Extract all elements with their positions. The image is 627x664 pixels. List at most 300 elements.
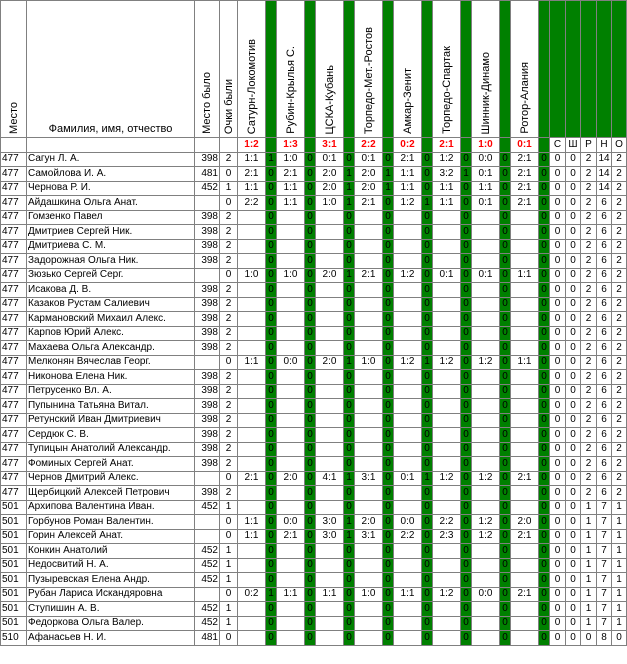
row-prediction-points: 0	[539, 196, 550, 211]
row-prediction	[355, 399, 383, 414]
row-name: Недосвитий Н. А.	[27, 558, 195, 573]
row-stat-3: 6	[597, 225, 612, 240]
row-prediction: 2:1	[511, 181, 539, 196]
row-prediction	[394, 631, 422, 646]
row-prediction	[238, 210, 266, 225]
row-prediction	[511, 254, 539, 269]
row-name: Дмитриева С. М.	[27, 239, 195, 254]
table-row	[1, 587, 627, 602]
row-name: Зюзько Сергей Серг.	[27, 268, 195, 283]
row-prediction-points: 0	[422, 602, 433, 617]
row-prediction: 2:1	[277, 529, 305, 544]
row-stat-1: 0	[566, 529, 581, 544]
row-prediction-points: 0	[500, 167, 511, 182]
row-prediction-points: 0	[539, 442, 550, 457]
row-prediction	[394, 544, 422, 559]
table-row	[1, 515, 627, 530]
row-prediction	[511, 399, 539, 414]
row-prediction: 1:2	[433, 152, 461, 167]
row-stat-4: 2	[612, 457, 627, 472]
row-prediction-points: 0	[266, 442, 277, 457]
row-place-was: 452	[195, 544, 220, 559]
row-prediction-points: 0	[539, 370, 550, 385]
row-stat-0: 0	[550, 341, 566, 356]
row-points-were: 2	[220, 283, 238, 298]
row-points-were: 2	[220, 428, 238, 443]
row-prediction: 1:2	[433, 587, 461, 602]
row-name: Сердюк С. В.	[27, 428, 195, 443]
row-prediction	[355, 254, 383, 269]
row-prediction	[394, 616, 422, 631]
row-points-were: 1	[220, 500, 238, 515]
row-place: 477	[1, 312, 27, 327]
row-prediction-points: 0	[539, 355, 550, 370]
row-prediction-points: 0	[461, 196, 472, 211]
row-prediction: 3:0	[316, 515, 344, 530]
row-prediction	[238, 602, 266, 617]
row-prediction: 1:1	[394, 587, 422, 602]
row-prediction	[238, 558, 266, 573]
row-prediction	[511, 602, 539, 617]
results-row	[1, 138, 627, 153]
row-prediction-points: 0	[422, 254, 433, 269]
row-prediction	[394, 413, 422, 428]
row-place-was: 452	[195, 181, 220, 196]
table-row	[1, 239, 627, 254]
row-prediction	[511, 428, 539, 443]
row-points-were: 1	[220, 616, 238, 631]
row-prediction	[472, 558, 500, 573]
row-prediction	[472, 573, 500, 588]
row-prediction	[355, 297, 383, 312]
row-prediction-points: 0	[461, 602, 472, 617]
row-prediction-points: 0	[266, 254, 277, 269]
row-stat-4: 2	[612, 399, 627, 414]
row-name: Горин Алексей Анат.	[27, 529, 195, 544]
match-header-7	[511, 1, 539, 138]
row-stat-4: 2	[612, 283, 627, 298]
row-prediction	[316, 413, 344, 428]
row-name: Карпов Юрий Алекс.	[27, 326, 195, 341]
row-prediction	[277, 486, 305, 501]
row-stat-2: 2	[581, 181, 597, 196]
row-place-was: 398	[195, 428, 220, 443]
row-prediction: 3:1	[355, 471, 383, 486]
row-prediction: 1:2	[394, 196, 422, 211]
row-prediction-points: 0	[461, 587, 472, 602]
row-points-were: 1	[220, 181, 238, 196]
row-stat-3: 6	[597, 442, 612, 457]
row-prediction	[433, 558, 461, 573]
row-prediction	[277, 326, 305, 341]
row-prediction: 0:1	[472, 196, 500, 211]
results-blank-name	[27, 138, 195, 153]
table-row	[1, 413, 627, 428]
row-prediction-points: 1	[344, 167, 355, 182]
row-prediction-points: 0	[266, 573, 277, 588]
row-prediction-points: 1	[344, 515, 355, 530]
table-row	[1, 544, 627, 559]
row-prediction-points: 0	[383, 616, 394, 631]
row-stat-3: 7	[597, 587, 612, 602]
row-prediction-points: 0	[500, 587, 511, 602]
row-prediction-points: 0	[461, 283, 472, 298]
row-place: 477	[1, 413, 27, 428]
row-prediction-points: 0	[500, 573, 511, 588]
row-stat-3: 7	[597, 544, 612, 559]
row-place: 477	[1, 370, 27, 385]
row-prediction-points: 0	[305, 486, 316, 501]
row-prediction	[355, 326, 383, 341]
row-prediction-points: 0	[500, 413, 511, 428]
row-prediction	[316, 428, 344, 443]
row-prediction-points: 0	[539, 631, 550, 646]
row-stat-2: 2	[581, 283, 597, 298]
row-name: Махаева Ольга Александр.	[27, 341, 195, 356]
row-stat-1: 0	[566, 239, 581, 254]
row-stat-3: 6	[597, 196, 612, 211]
row-prediction-points: 0	[305, 254, 316, 269]
row-prediction	[277, 312, 305, 327]
row-prediction-points: 0	[383, 399, 394, 414]
row-points-were: 0	[220, 167, 238, 182]
row-prediction: 1:1	[316, 587, 344, 602]
row-prediction-points: 1	[344, 355, 355, 370]
row-prediction	[433, 399, 461, 414]
row-prediction: 0:1	[472, 167, 500, 182]
row-stat-0: 0	[550, 370, 566, 385]
row-name: Гомзенко Павел	[27, 210, 195, 225]
row-prediction	[355, 210, 383, 225]
row-prediction-points: 0	[500, 457, 511, 472]
row-stat-2: 2	[581, 268, 597, 283]
row-points-were: 2	[220, 239, 238, 254]
row-prediction	[277, 210, 305, 225]
row-prediction-points: 0	[500, 297, 511, 312]
row-prediction-points: 0	[344, 210, 355, 225]
row-prediction-points: 0	[266, 515, 277, 530]
row-place-was: 398	[195, 486, 220, 501]
row-name: Кармановский Михаил Алекс.	[27, 312, 195, 327]
row-stat-0: 0	[550, 486, 566, 501]
row-prediction	[433, 210, 461, 225]
row-prediction	[277, 500, 305, 515]
row-prediction	[511, 384, 539, 399]
row-prediction: 2:2	[238, 196, 266, 211]
row-prediction-points: 0	[461, 210, 472, 225]
row-stat-0: 0	[550, 457, 566, 472]
row-stat-1: 0	[566, 225, 581, 240]
row-prediction	[472, 399, 500, 414]
match-gap-header-6	[500, 1, 511, 138]
row-prediction-points: 0	[461, 558, 472, 573]
row-prediction-points: 0	[539, 210, 550, 225]
row-stat-1: 0	[566, 602, 581, 617]
row-prediction-points: 0	[305, 196, 316, 211]
row-prediction-points: 0	[344, 399, 355, 414]
row-place-was: 398	[195, 283, 220, 298]
row-prediction: 1:2	[472, 355, 500, 370]
table-row	[1, 399, 627, 414]
row-stat-0: 0	[550, 283, 566, 298]
row-prediction-points: 0	[383, 326, 394, 341]
row-stat-2: 2	[581, 471, 597, 486]
row-stat-2: 1	[581, 573, 597, 588]
row-place-was	[195, 515, 220, 530]
row-prediction	[277, 558, 305, 573]
row-prediction: 1:1	[511, 355, 539, 370]
row-stat-1: 0	[566, 428, 581, 443]
row-stat-2: 2	[581, 196, 597, 211]
row-prediction	[433, 544, 461, 559]
row-place-was: 481	[195, 631, 220, 646]
row-prediction	[433, 341, 461, 356]
row-prediction-points: 0	[344, 602, 355, 617]
row-prediction-points: 0	[383, 239, 394, 254]
row-prediction	[277, 457, 305, 472]
result-gap-4	[422, 138, 433, 153]
row-prediction	[472, 370, 500, 385]
row-prediction: 0:0	[472, 152, 500, 167]
row-prediction	[472, 297, 500, 312]
row-prediction-points: 0	[461, 457, 472, 472]
row-place: 477	[1, 239, 27, 254]
row-points-were: 2	[220, 152, 238, 167]
row-prediction-points: 0	[266, 341, 277, 356]
row-prediction	[277, 442, 305, 457]
row-prediction	[316, 254, 344, 269]
row-prediction-points: 0	[539, 602, 550, 617]
row-prediction: 0:0	[277, 515, 305, 530]
row-prediction-points: 1	[422, 355, 433, 370]
row-prediction-points: 0	[383, 428, 394, 443]
row-prediction: 2:0	[316, 181, 344, 196]
match-gap-header-7	[539, 1, 550, 138]
row-prediction: 3:2	[433, 167, 461, 182]
match-header-6-label: Шинник-Динамо	[479, 51, 492, 134]
row-stat-1: 0	[566, 167, 581, 182]
row-stat-2: 2	[581, 442, 597, 457]
row-prediction-points: 1	[383, 167, 394, 182]
row-prediction-points: 0	[344, 558, 355, 573]
row-prediction	[277, 225, 305, 240]
row-points-were: 0	[220, 268, 238, 283]
table-row	[1, 297, 627, 312]
row-prediction	[277, 297, 305, 312]
row-prediction-points: 0	[422, 370, 433, 385]
row-prediction	[433, 457, 461, 472]
row-place-was: 398	[195, 413, 220, 428]
row-prediction	[472, 326, 500, 341]
row-stat-3: 7	[597, 500, 612, 515]
row-prediction	[316, 616, 344, 631]
row-place: 501	[1, 500, 27, 515]
row-place-was: 398	[195, 152, 220, 167]
row-stat-0: 0	[550, 297, 566, 312]
row-prediction-points: 0	[344, 500, 355, 515]
row-prediction-points: 1	[344, 529, 355, 544]
row-prediction	[511, 225, 539, 240]
row-stat-4: 2	[612, 210, 627, 225]
row-prediction-points: 0	[383, 225, 394, 240]
row-stat-0: 0	[550, 471, 566, 486]
row-prediction-points: 0	[344, 283, 355, 298]
match-header-0-label: Сатурн-Локомотив	[245, 38, 258, 134]
row-prediction-points: 0	[344, 384, 355, 399]
row-stat-2: 2	[581, 370, 597, 385]
row-prediction: 1:0	[238, 268, 266, 283]
row-prediction	[277, 544, 305, 559]
row-prediction	[316, 239, 344, 254]
row-prediction: 2:2	[433, 515, 461, 530]
table-row	[1, 254, 627, 269]
row-place: 477	[1, 355, 27, 370]
table-row	[1, 355, 627, 370]
row-stat-1: 0	[566, 312, 581, 327]
stat-header-blank-4	[612, 1, 627, 138]
row-place: 501	[1, 616, 27, 631]
row-prediction-points: 0	[539, 399, 550, 414]
row-prediction-points: 0	[344, 254, 355, 269]
row-points-were: 2	[220, 341, 238, 356]
results-blank-was	[195, 138, 220, 153]
row-place: 477	[1, 254, 27, 269]
row-name: Дмитриев Сергей Ник.	[27, 225, 195, 240]
row-name: Чернов Дмитрий Алекс.	[27, 471, 195, 486]
match-gap-header-4	[422, 1, 433, 138]
row-stat-2: 2	[581, 413, 597, 428]
row-prediction-points: 0	[266, 457, 277, 472]
row-stat-3: 7	[597, 616, 612, 631]
row-prediction-points: 0	[266, 631, 277, 646]
row-prediction-points: 0	[539, 384, 550, 399]
row-prediction-points: 0	[539, 587, 550, 602]
row-stat-0: 0	[550, 196, 566, 211]
row-place: 477	[1, 442, 27, 457]
row-prediction-points: 0	[266, 384, 277, 399]
row-prediction	[277, 631, 305, 646]
table-row	[1, 181, 627, 196]
row-stat-0: 0	[550, 326, 566, 341]
row-stat-1: 0	[566, 500, 581, 515]
row-stat-2: 1	[581, 602, 597, 617]
place-header	[1, 1, 27, 138]
row-prediction-points: 0	[305, 413, 316, 428]
table-row	[1, 283, 627, 298]
row-place: 510	[1, 631, 27, 646]
row-prediction: 1:2	[472, 515, 500, 530]
row-stat-3: 6	[597, 471, 612, 486]
table-row	[1, 268, 627, 283]
row-prediction-points: 0	[539, 544, 550, 559]
results-blank-place	[1, 138, 27, 153]
row-prediction-points: 0	[344, 225, 355, 240]
row-prediction	[316, 442, 344, 457]
row-stat-2: 2	[581, 297, 597, 312]
row-prediction	[472, 631, 500, 646]
row-prediction	[355, 573, 383, 588]
row-prediction	[394, 602, 422, 617]
row-prediction-points: 0	[344, 631, 355, 646]
row-place: 477	[1, 225, 27, 240]
table-row	[1, 616, 627, 631]
row-name: Пузыревская Елена Андр.	[27, 573, 195, 588]
row-prediction: 3:1	[355, 529, 383, 544]
row-points-were: 0	[220, 529, 238, 544]
row-prediction-points: 0	[305, 268, 316, 283]
match-header-1-label: Рубин-Крылья С.	[284, 46, 297, 134]
row-prediction-points: 0	[422, 181, 433, 196]
row-prediction-points: 0	[305, 471, 316, 486]
row-prediction-points: 0	[383, 500, 394, 515]
row-prediction-points: 0	[305, 225, 316, 240]
row-prediction-points: 0	[344, 573, 355, 588]
row-prediction	[394, 326, 422, 341]
row-prediction	[316, 558, 344, 573]
row-prediction-points: 0	[383, 486, 394, 501]
row-stat-2: 2	[581, 399, 597, 414]
row-prediction-points: 0	[539, 428, 550, 443]
row-stat-0: 0	[550, 631, 566, 646]
row-prediction: 2:0	[355, 167, 383, 182]
row-stat-2: 2	[581, 225, 597, 240]
row-prediction-points: 0	[266, 486, 277, 501]
row-stat-3: 14	[597, 167, 612, 182]
row-name: Мелконян Вячеслав Георг.	[27, 355, 195, 370]
row-stat-4: 2	[612, 486, 627, 501]
row-prediction	[511, 326, 539, 341]
name-header: Фамилия, имя, отчество	[27, 1, 195, 138]
row-stat-4: 2	[612, 297, 627, 312]
row-prediction-points: 0	[383, 355, 394, 370]
row-stat-3: 7	[597, 529, 612, 544]
table-row	[1, 312, 627, 327]
row-prediction: 1:2	[433, 471, 461, 486]
row-place-was: 398	[195, 384, 220, 399]
row-prediction-points: 0	[500, 486, 511, 501]
row-prediction-points: 0	[539, 297, 550, 312]
result-gap-5	[461, 138, 472, 153]
row-stat-1: 0	[566, 616, 581, 631]
row-place-was: 452	[195, 500, 220, 515]
row-stat-2: 2	[581, 341, 597, 356]
row-stat-0: 0	[550, 225, 566, 240]
row-stat-1: 0	[566, 196, 581, 211]
row-stat-0: 0	[550, 602, 566, 617]
row-prediction-points: 0	[383, 370, 394, 385]
row-stat-2: 2	[581, 167, 597, 182]
row-points-were: 1	[220, 558, 238, 573]
row-prediction	[433, 486, 461, 501]
row-prediction: 1:1	[238, 529, 266, 544]
row-stat-1: 0	[566, 152, 581, 167]
row-name: Никонова Елена Ник.	[27, 370, 195, 385]
row-points-were: 0	[220, 587, 238, 602]
row-place-was: 452	[195, 602, 220, 617]
row-place-was: 398	[195, 457, 220, 472]
row-prediction-points: 0	[539, 312, 550, 327]
row-prediction-points: 0	[539, 167, 550, 182]
row-points-were: 2	[220, 254, 238, 269]
result-gap-6	[500, 138, 511, 153]
row-stat-1: 0	[566, 384, 581, 399]
row-stat-3: 6	[597, 413, 612, 428]
row-prediction	[472, 442, 500, 457]
row-points-were: 0	[220, 196, 238, 211]
row-prediction-points: 0	[422, 558, 433, 573]
row-prediction	[277, 573, 305, 588]
row-place: 501	[1, 558, 27, 573]
